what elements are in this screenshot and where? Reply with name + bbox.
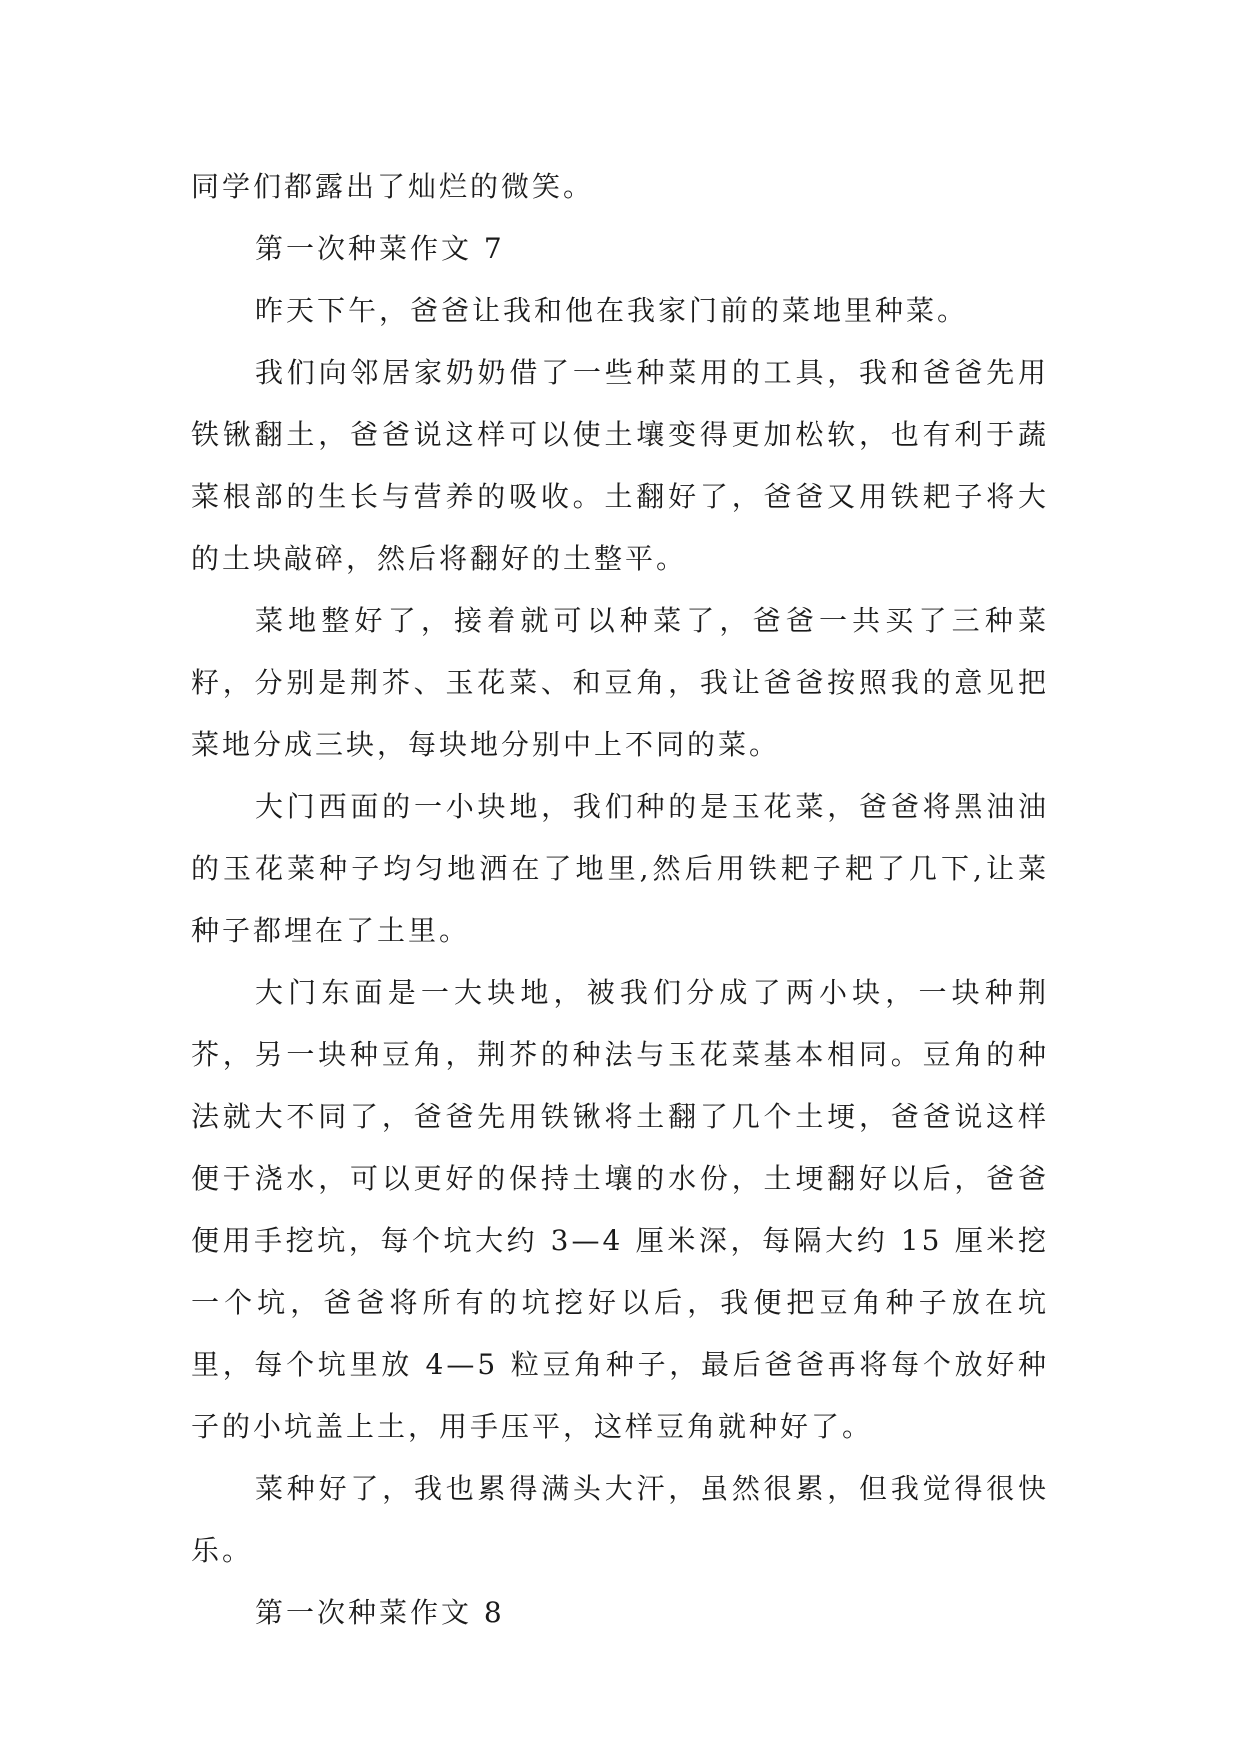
paragraph: 昨天下午，爸爸让我和他在我家门前的菜地里种菜。	[255, 294, 969, 327]
paragraph: 菜种好了，我也累得满头大汗，虽然很累，但我觉得很快乐。	[191, 1472, 1049, 1567]
essay-heading-7: 第一次种菜作文 7	[255, 232, 505, 265]
paragraph: 大门东面是一大块地，被我们分成了两小块，一块种荆芥，另一块种豆角，荆芥的种法与玉花菜基本相同。豆角的种法就大不同了，爸爸先用铁锹将土翻了几个土埂，爸爸说这样便于浇水，可以更好的保持土壤的水份，土埂翻好以后，爸爸便用手挖坑，每个坑大约 3—4 厘米深，每隔大约 15 厘米挖一个坑，爸爸将所有的坑挖好以后，我便把豆角种子放在坑里，每个坑里放 4—5 粒豆角种子，最后爸爸再将每个放好种子的小坑盖上土，用手压平，这样豆角就种好了。	[191, 976, 1049, 1443]
paragraph: 菜地整好了，接着就可以种菜了，爸爸一共买了三种菜籽，分别是荆芥、玉花菜、和豆角，我让爸爸按照我的意见把菜地分成三块，每块地分别中上不同的菜。	[191, 604, 1049, 761]
paragraph: 我们向邻居家奶奶借了一些种菜用的工具，我和爸爸先用铁锹翻土，爸爸说这样可以使土壤变得更加松软，也有利于蔬菜根部的生长与营养的吸收。土翻好了，爸爸又用铁耙子将大的土块敲碎，然后将翻好的土整平。	[191, 356, 1049, 575]
paragraph-continuation: 同学们都露出了灿烂的微笑。	[191, 170, 595, 203]
essay-heading-8: 第一次种菜作文 8	[255, 1596, 505, 1629]
paragraph: 大门西面的一小块地，我们种的是玉花菜，爸爸将黑油油的玉花菜种子均匀地洒在了地里,然后用铁耙子耙了几下,让菜种子都埋在了土里。	[191, 790, 1049, 947]
document-body	[191, 156, 1049, 1644]
